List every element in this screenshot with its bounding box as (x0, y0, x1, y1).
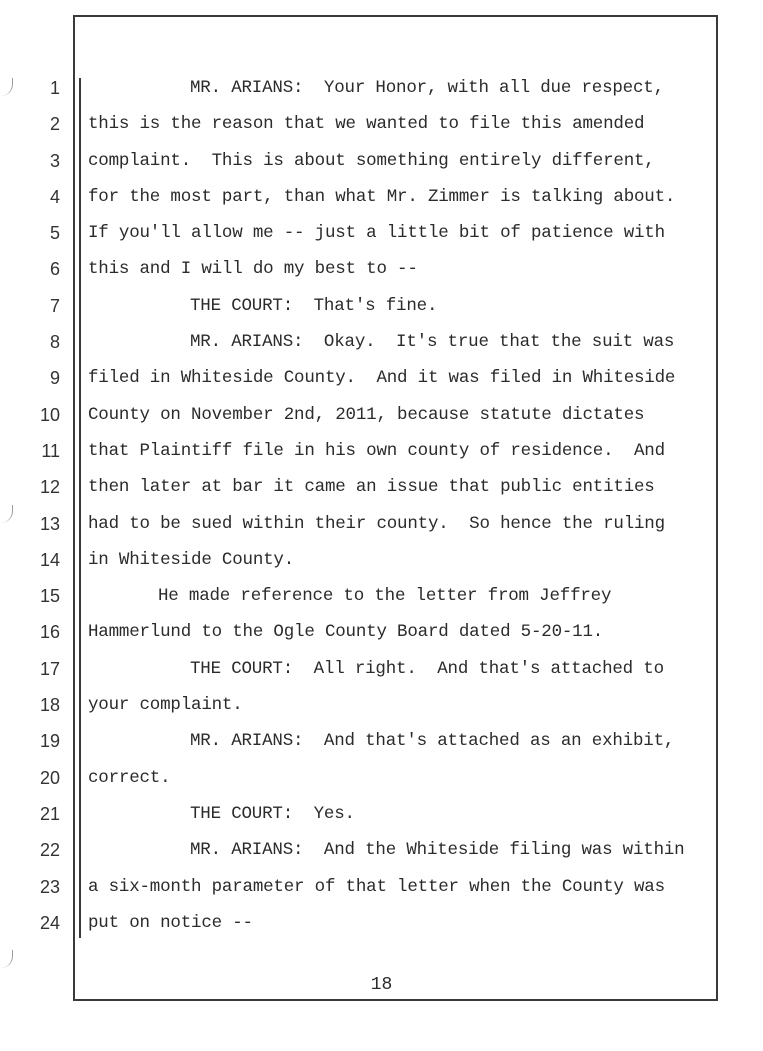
line-number: 1 (49, 78, 60, 98)
transcript-line: He made reference to the letter from Jeffrey (158, 586, 612, 607)
line-number: 15 (39, 586, 60, 607)
transcript-line: had to be sued within their county. So hence the ruling (88, 513, 665, 534)
transcript-line: correct. (88, 767, 171, 788)
transcript-line: THE COURT: All right. And that's attached to (190, 658, 664, 679)
line-number: 5 (49, 223, 60, 244)
transcript-line: that Plaintiff file in his own county of residence. And (88, 440, 665, 461)
line-number: 4 (49, 186, 60, 207)
line-number: 20 (39, 767, 60, 788)
line-number: 13 (39, 513, 60, 534)
transcript-line: County on November 2nd, 2011, because statute dictates (88, 404, 645, 425)
transcript-line: THE COURT: That's fine. (190, 295, 438, 316)
transcript-line: for the most part, than what Mr. Zimmer is talking about. (88, 186, 676, 207)
line-number: 7 (49, 295, 60, 316)
line-number: 19 (39, 731, 60, 752)
transcript-line: MR. ARIANS: Okay. It's true that the suit was (190, 332, 675, 353)
line-number: 14 (39, 549, 60, 570)
transcript-line: a six-month parameter of that letter when the County was (88, 876, 665, 897)
transcript-line: MR. ARIANS: Your Honor, with all due respect, (190, 78, 664, 98)
transcript-line: If you'll allow me -- just a little bit of patience with (88, 223, 665, 244)
line-number: 17 (39, 658, 60, 679)
transcript-line: then later at bar it came an issue that public entities (88, 477, 655, 498)
transcript-line: your complaint. (88, 695, 243, 716)
transcript-body (88, 70, 708, 941)
transcript-line: put on notice -- (88, 912, 253, 933)
transcript-line: MR. ARIANS: And the Whiteside filing was within (190, 840, 685, 861)
line-number: 9 (49, 368, 60, 389)
line-number: 22 (39, 840, 60, 861)
line-number: 8 (49, 332, 60, 353)
line-number-column (0, 70, 60, 941)
line-number: 2 (49, 114, 60, 135)
left-margin-rule (79, 78, 81, 938)
line-number: 12 (39, 477, 60, 498)
line-number: 11 (41, 440, 60, 461)
line-number: 24 (39, 912, 60, 933)
binder-hole-mark (0, 950, 13, 968)
transcript-line: complaint. This is about something entirely different, (88, 150, 655, 171)
transcript-line: THE COURT: Yes. (190, 803, 355, 824)
line-number: 21 (39, 803, 60, 824)
transcript-line: filed in Whiteside County. And it was filed in Whiteside (88, 368, 676, 389)
line-number: 6 (49, 259, 60, 280)
transcript-line: in Whiteside County. (88, 549, 295, 570)
line-number: 23 (39, 876, 60, 897)
line-number: 16 (39, 622, 60, 643)
transcript-line: Hammerlund to the Ogle County Board dated 5-20-11. (88, 622, 604, 643)
transcript-line: this and I will do my best to -- (88, 259, 418, 280)
page-number: 18 (370, 975, 393, 995)
line-number: 3 (49, 150, 60, 171)
line-number: 10 (39, 404, 60, 425)
transcript-line: MR. ARIANS: And that's attached as an exhibit, (190, 731, 675, 752)
transcript-line: this is the reason that we wanted to file this amended (88, 114, 645, 135)
line-number: 18 (39, 695, 60, 716)
